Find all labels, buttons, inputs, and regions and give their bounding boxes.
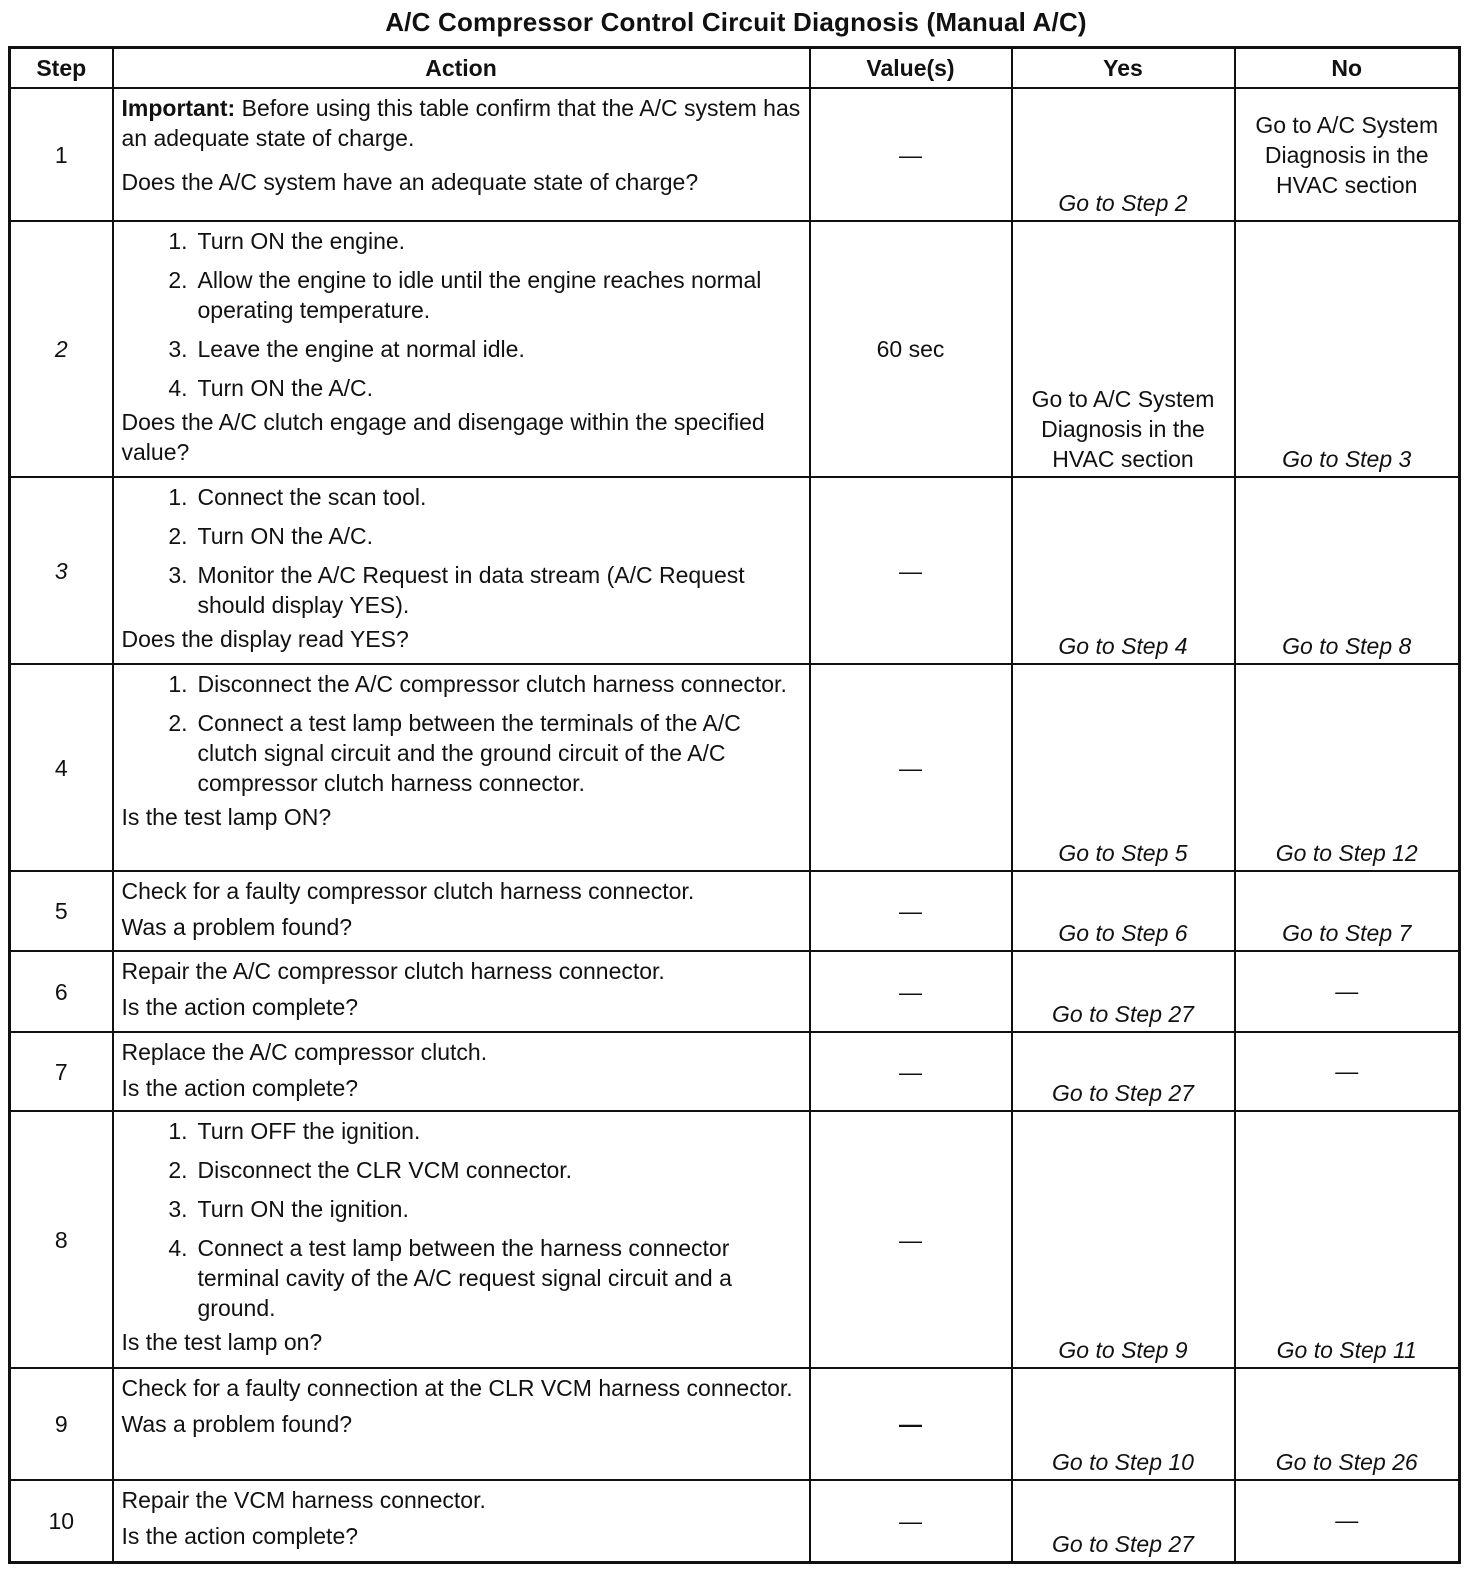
question-text: Is the action complete? [121, 1523, 359, 1549]
yes-cell: Go to Step 5 [1012, 664, 1235, 871]
step-number: 6 [10, 951, 113, 1032]
yes-cell: Go to Step 9 [1012, 1111, 1235, 1368]
action-text: Check for a faulty connection at the CLR VCM harness connector. [121, 1375, 793, 1401]
action-text: Repair the A/C compressor clutch harness connector. [121, 958, 665, 984]
header-action: Action [113, 48, 810, 89]
yes-cell: Go to Step 10 [1012, 1368, 1235, 1480]
table-row [10, 1480, 1460, 1562]
question-text: Does the A/C clutch engage and disengage within the specified value? [121, 409, 765, 465]
action-steps [122, 1116, 803, 1323]
step-number: 3 [10, 477, 113, 664]
yes-cell: Go to A/C System Diagnosis in the HVAC section [1012, 221, 1235, 477]
table-row [10, 1368, 1460, 1480]
list-item: 4. Turn ON the A/C. [168, 375, 374, 401]
header-step: Step [10, 48, 113, 89]
table-row [10, 664, 1460, 871]
table-row [10, 951, 1460, 1032]
step-number: 4 [10, 664, 113, 871]
list-item: 3. Turn ON the ignition. [168, 1196, 409, 1222]
value-cell: — [810, 1480, 1012, 1562]
no-cell: — [1235, 951, 1460, 1032]
question-text: Is the action complete? [121, 994, 359, 1020]
list-item: 3. Leave the engine at normal idle. [168, 336, 525, 362]
action-steps [122, 482, 803, 620]
header-value: Value(s) [810, 48, 1012, 89]
action-cell [113, 477, 810, 664]
action-cell [113, 88, 810, 221]
value-cell: — [810, 477, 1012, 664]
no-cell: — [1235, 1032, 1460, 1111]
question-text: Is the test lamp ON? [121, 804, 332, 830]
step-number: 8 [10, 1111, 113, 1368]
action-text: Repair the VCM harness connector. [121, 1487, 486, 1513]
table-row [10, 221, 1460, 477]
header-yes: Yes [1012, 48, 1235, 89]
action-cell [113, 951, 810, 1032]
yes-cell: Go to Step 2 [1012, 88, 1235, 221]
table-row [10, 477, 1460, 664]
question-text: Was a problem found? [121, 914, 353, 940]
action-cell [113, 664, 810, 871]
page-title: A/C Compressor Control Circuit Diagnosis (Manual A/C) [385, 7, 1087, 37]
header-no: No [1235, 48, 1460, 89]
important-text: Before using this table confirm that the A/C system has an adequate state of charge. [121, 95, 801, 151]
action-text: Replace the A/C compressor clutch. [121, 1039, 488, 1065]
action-cell [113, 871, 810, 951]
step-number: 9 [10, 1368, 113, 1480]
important-label: Important: [121, 95, 236, 121]
table-row [10, 1032, 1460, 1111]
action-cell [113, 221, 810, 477]
no-cell: Go to Step 3 [1235, 221, 1460, 477]
table-header-row [10, 48, 1460, 89]
list-item: 1. Disconnect the A/C compressor clutch harness connector. [168, 671, 787, 697]
list-item: 2. Turn ON the A/C. [168, 523, 374, 549]
no-cell: Go to Step 12 [1235, 664, 1460, 871]
question-text: Is the action complete? [121, 1075, 359, 1101]
step-number: 5 [10, 871, 113, 951]
list-item: 1. Turn OFF the ignition. [168, 1118, 421, 1144]
value-cell: — [810, 88, 1012, 221]
yes-cell: Go to Step 27 [1012, 1480, 1235, 1562]
action-cell [113, 1111, 810, 1368]
action-cell [113, 1368, 810, 1480]
table-row [10, 871, 1460, 951]
question-text: Was a problem found? [121, 1411, 353, 1437]
step-number: 10 [10, 1480, 113, 1562]
list-item: 1. Turn ON the engine. [168, 228, 406, 254]
action-text: Check for a faulty compressor clutch harness connector. [121, 878, 695, 904]
list-item: 2. Disconnect the CLR VCM connector. [168, 1157, 573, 1183]
no-cell: Go to Step 8 [1235, 477, 1460, 664]
diagnosis-table [8, 46, 1461, 1564]
list-item: 2. Connect a test lamp between the terminals of the A/C clutch signal circuit and the ground circuit of the A/C compressor clutch harness connector. [168, 710, 741, 796]
no-cell: — [1235, 1480, 1460, 1562]
yes-cell: Go to Step 4 [1012, 477, 1235, 664]
yes-cell: Go to Step 27 [1012, 1032, 1235, 1111]
no-cell: Go to Step 7 [1235, 871, 1460, 951]
step-number: 2 [10, 221, 113, 477]
no-cell: Go to Step 26 [1235, 1368, 1460, 1480]
question-text: Is the test lamp on? [121, 1329, 323, 1355]
list-item: 2. Allow the engine to idle until the engine reaches normal operating temperature. [168, 267, 762, 323]
yes-cell: Go to Step 27 [1012, 951, 1235, 1032]
value-cell: — [810, 951, 1012, 1032]
action-cell [113, 1480, 810, 1562]
step-number: 1 [10, 88, 113, 221]
value-cell: 60 sec [810, 221, 1012, 477]
no-cell: Go to Step 11 [1235, 1111, 1460, 1368]
yes-cell: Go to Step 6 [1012, 871, 1235, 951]
table-row [10, 88, 1460, 221]
list-item: 4. Connect a test lamp between the harness connector terminal cavity of the A/C request signal circuit and a ground. [168, 1235, 732, 1321]
question-text: Does the A/C system have an adequate state of charge? [121, 169, 699, 195]
value-cell: — [810, 664, 1012, 871]
value-cell: — [810, 1032, 1012, 1111]
value-cell: — [810, 1111, 1012, 1368]
value-cell: — [810, 1368, 1012, 1480]
table-row [10, 1111, 1460, 1368]
list-item: 3. Monitor the A/C Request in data stream (A/C Request should display YES). [168, 562, 745, 618]
action-steps [122, 669, 803, 798]
value-cell: — [810, 871, 1012, 951]
step-number: 7 [10, 1032, 113, 1111]
question-text: Does the display read YES? [121, 626, 409, 652]
no-cell: Go to A/C System Diagnosis in the HVAC section [1235, 88, 1460, 221]
action-steps [122, 226, 803, 403]
action-cell [113, 1032, 810, 1111]
list-item: 1. Connect the scan tool. [168, 484, 427, 510]
